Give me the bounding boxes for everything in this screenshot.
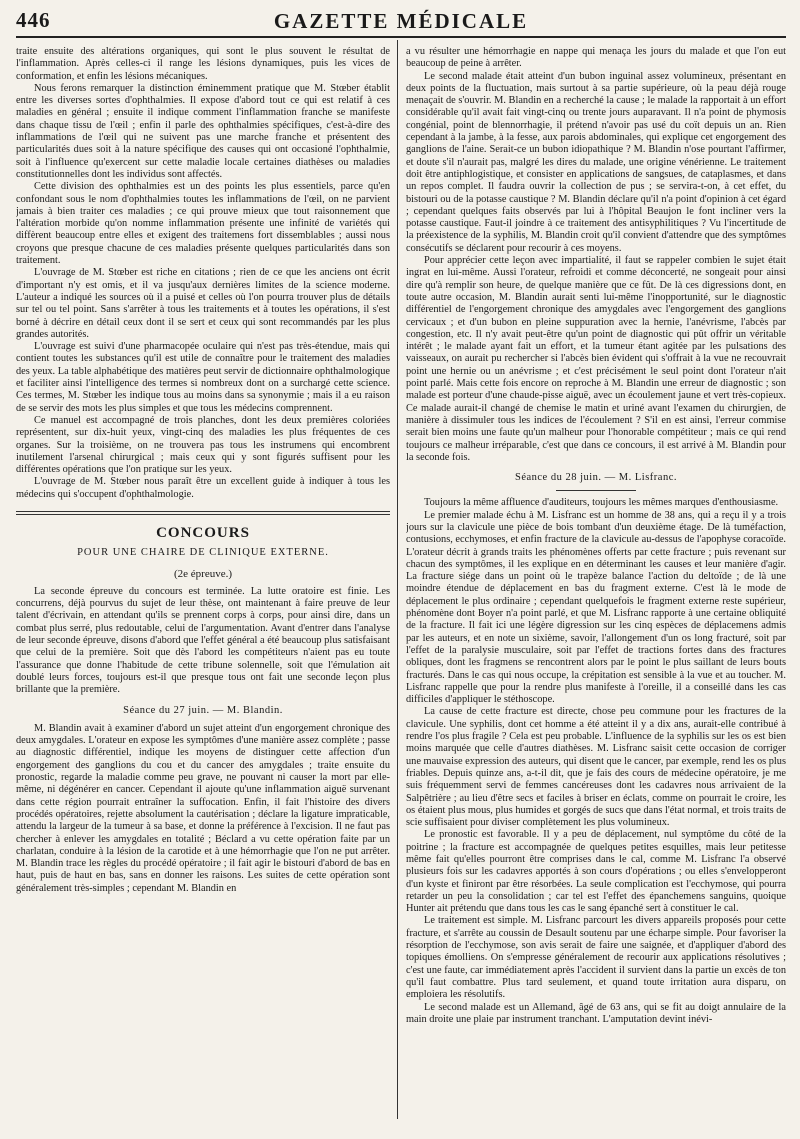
paragraph: Le second malade était atteint d'un bubon inguinal assez volumineux, présentant en deux points de la fluctuation, mais surtout à sa partie supérieure, où la peau déjà rouge menaçait de s'ouvrir. M. Blandin en a recherché la cause ; le malade la rapportait à un effort considérable qu'il avait fait vingt-cinq ou trente jours auparavant. Il n'a point de phymosis congénial, point de blennorrhagie, il prétend n'avoir pas usé du coït depuis un an. Rien cependant à la jambe, à la fesse, aux parois abdominales, qui explique cet engorgement des ganglions de l'aine. Serait-ce un bubon idiopathique ? M. Blandin n'ose pourtant l'affirmer, et doute s'il n'aurait pas, malgré les dires du malade, une origine vénérienne. Le traitement doit être antiphlogistique, et consister en applications de sangsues, de cataplasmes, et dans un repos complet. Il faudra ouvrir la collection de pus ; se servira-t-on, à cet effet, du bistouri ou de la potasse caustique ? M. Blandin déclare qu'il n'a point d'opinion à cet égard ; cependant quelques faits observés par lui à l'hôpital Beaujon le font incliner vers la potasse caustique. Faut-il joindre à ce traitement des antisyphilitiques ? Vu l'incertitude de la préexistence de la syphilis, M. Blandin croit qu'il convient d'attendre que des symptômes consécutifs se déclarent pour recourir à ces moyens. bbox=[406, 70, 786, 254]
paragraph: a vu résulter une hémorrhagie en nappe qui menaça les jours du malade et que l'on eut beaucoup de peine à arrêter. bbox=[406, 46, 786, 70]
paragraph: Cette division des ophthalmies est un des points les plus essentiels, parce qu'en confondant sous le nom d'ophthalmies toutes les inflammations de l'œil, on ne parvient jamais à bien traiter ces maladies ; ce qui prouve mieux que tout raisonnement que l'altération morbide qu'on nomme inflammation présente une infinité de variétés qui diffèrent beaucoup entre elles et exigent des traitemens fort dissemblables ; aussi nous croyons que presque chacune de ces maladies présente quelques particularités dans son traitement. bbox=[16, 181, 390, 267]
column-divider bbox=[397, 40, 398, 1119]
paragraph: L'ouvrage de M. Stœber est riche en citations ; rien de ce que les anciens ont écrit d'important n'y est omis, et il va jusqu'aux dernières limites de la science moderne. L'auteur a indiqué les sources où il a puisé et celles où l'on pourra trouver plus de détails sur tel ou tel point. Sans s'arrêter à tous les traitements et à toutes les opérations, il s'est borné à décrire en détail ceux dont il se sert et ceux qui sont recommandés par les plus grandes autorités. bbox=[16, 267, 390, 340]
paragraph: Le pronostic est favorable. Il y a peu de déplacement, nul symptôme du côté de la poitrine ; la fracture est accompagnée de quelques petites esquilles, mais leur petitesse même fait qu'elles pourront être comprises dans le cal, comme M. Lisfranc l'a observé plusieurs fois sur les cadavres apportés à son cours d'opérations ; ou elles s'envelopperont d'un kyste et finiront par être résorbées. La seule complication est l'ecchymose, qui pourra retarder un peu la consolidation ; car tel est l'effet des épanchemens sanguins, quoique Hunter ait prétendu que dans tous les cas le sang épanché sert à constituer le cal. bbox=[406, 829, 786, 915]
paragraph: Le premier malade échu à M. Lisfranc est un homme de 38 ans, qui a reçu il y a trois jours sur la clavicule une pièce de bois tombant d'un deuxième étage. De là tuméfaction, contusions, ecchymoses, et enfin fracture de la clavicule au-dessus de l'apophyse coracoïde. L'orateur décrit à grands traits les phénomènes offerts par cette fracture ; puis revenant sur chacun des symptômes, il les explique en en déterminant les causes et leur manière d'agir. La fracture siége dans un point où le trapèze balance l'action du deltoïde ; de là une moindre étendue de déplacement en bas du fragment externe. C'est là le mode de déplacement le plus ordinaire ; cependant quelquefois le fragment externe reste supérieur, phénomène dont Boyer n'a point parlé, et que M. Lisfranc rapporte à une certaine obliquité de la fracture. Il fait ici une légère digression sur les cinq espèces de déplacemens admis par les auteurs, et en note un sixième, savoir, l'allongement d'un os long fracturé, soit par l'effet de la paralysie musculaire, soit par l'effet de tractions fortes dans des fractures obliques, dont les fragmens se rencontrent alors par le point le plus saillant de leurs bouts fracturés. Dans le cas qui nous occupe, la crépitation est sensible à la vue et au toucher. M. Lisfranc rappelle que pour la rendre plus manifeste à l'oreille, il a conseillé dans les cas difficiles d'appliquer le stéthoscope. bbox=[406, 509, 786, 706]
journal-title: GAZETTE MÉDICALE bbox=[273, 9, 529, 33]
paragraph: L'ouvrage de M. Stœber nous paraît être un excellent guide à indiquer à tous les médecins qui s'occupent d'ophthalmologie. bbox=[16, 476, 390, 500]
paragraph: L'ouvrage est suivi d'une pharmacopée oculaire qui n'est pas très-étendue, mais qui contient toutes les substances qu'il est utile de connaître pour le traitement des maladies des yeux. La table alphabétique des matières peut servir de dictionnaire ophthalmologique et faciliter ainsi l'intelligence des termes si nombreux dont on a surchargé cette science. Ces termes, M. Stœber les indique tous au moins dans sa synonymie ; mais il a eu raison de se servir des mots les plus simples et que tous les médecins comprennent. bbox=[16, 341, 390, 414]
section-title: CONCOURS bbox=[156, 524, 250, 541]
seance-heading bbox=[16, 705, 390, 717]
right-column bbox=[406, 46, 786, 1117]
seance-rule bbox=[556, 490, 636, 491]
paragraph: La cause de cette fracture est directe, chose peu commune pour les fractures de la clavicule. Une syphilis, dont cet homme a été atteint il y a dix ans, aurait-elle contribué à rendre l'os plus fragile ? Cela est peu probable. L'influence de la syphilis sur les os est bien moins marquée que celle d'autres diathèses. M. Lisfranc saisit cette occasion de corriger une mauvaise expression des auteurs, qui disent que le cancer, par exemple, rend les os plus friables. Depuis quinze ans, a-t-il dit, que je fais des cours de médecine opératoire, je me suis fréquemment servi de femmes cancéreuses dont les cadavres nous arrivaient de la Salpêtrière ; au lieu d'être secs et faciles à briser en éclats, comme on pourrait le croire, les os étaient plus mous, plus humides et gorgés de sucs que dans l'état normal, et trois traits de scie suffisaient pour diviser complètement les plus volumineux. bbox=[406, 706, 786, 829]
seance-heading-text: Séance du 28 juin. — M. Lisfranc. bbox=[514, 472, 677, 484]
section-rule bbox=[16, 511, 390, 515]
paragraph: Nous ferons remarquer la distinction éminemment pratique que M. Stœber établit entre les diverses sortes d'ophthalmies. Il expose d'abord tout ce qui est relatif à ces maladies en général ; ensuite il indique comment l'inflammation franche se manifeste dans chaque tissu de l'œil ; enfin il parle des ophthalmies spécifiques, c'est-à-dire des inflammations de l'œil qui ne suivent pas une marche franche et présentent des particularités dues soit à la nature spécifique des causes qui ont occasioné l'ophthalmie, soit à l'influence qu'exercent sur cette maladie locale certaines diathèses ou maladies constitutionnelles dont les individus sont affectés. bbox=[16, 82, 390, 180]
paragraph: Pour apprécier cette leçon avec impartialité, il faut se rappeler combien le sujet était ingrat en lui-même. Aussi l'orateur, refroidi et comme déconcerté, ne songeait pour ainsi dire qu'à remplir son heure, de quelque manière que ce fût. De là ces digressions dont, en toute autre occasion, M. Blandin aurait senti lui-même l'inopportunité, sur le diagnostic différentiel de l'engorgement chronique des amygdales avec l'engorgement des ganglions cervicaux ; et d'un bubon en pleine suppuration avec la hernie, l'anévrisme, l'abcès par congestion, etc. Il n'y avait peut-être qu'un point de diagnostic qui pût offrir un véritable intérêt ; le malade ayant fait un effort, et la tumeur étant agitée par les pulsations des vaisseaux, on aurait pu rechercher si l'abcès bien évident qui s'offrait à la vue ne recouvrait point une hernie ou un anévrisme ; et c'est précisément le seul point dont l'orateur n'ait point parlé. Mais cette fois encore on reproche à M. Blandin une erreur de diagnostic ; son malade est porteur d'une chaude-pisse aiguë, avec un écoulement jaune et vert très-copieux. Ce malade aurait-il changé de chemise le matin et uriné avant l'examen du chirurgien, de manière à dissimuler tous les indices de l'écoulement ? S'il en est ainsi, l'erreur commise serait bien moins une faute qu'un malheur pour l'honorable compétiteur ; mais ce qui rend toujours ce malheur irréparable, c'est que dans ce concours, il est arrivé à M. Blandin pour la seconde fois. bbox=[406, 255, 786, 463]
epreuve-label: (2e épreuve.) bbox=[173, 567, 233, 580]
seance-heading-text: Séance du 27 juin. — M. Blandin. bbox=[123, 704, 283, 716]
left-column bbox=[16, 46, 390, 1117]
paragraph: Le traitement est simple. M. Lisfranc parcourt les divers appareils proposés pour cette fracture, et s'arrête au coussin de Desault soutenu par une écharpe simple. Pour favoriser la résorption de l'ecchymose, son avis serait de faire une saignée, et d'appliquer d'abord des topiques émolliens. On s'empresse généralement de recourir aux applications résolutives ; c'est une faute, car immédiatement après l'accident il survient dans la partie un excès de ton qu'il faut combattre. Plus tard seulement, et quand toute irritation aura disparu, on emploiera les résolutifs. bbox=[406, 915, 786, 1001]
page-header bbox=[16, 8, 786, 38]
paragraph: M. Blandin avait à examiner d'abord un sujet atteint d'un engorgement chronique des deux amygdales. L'orateur en expose les symptômes d'une manière assez complète ; passe au diagnostic différentiel, indique les moyens de distinguer cette affection d'un engorgement des ganglions du cou et du cancer des amygdales ; traite ensuite du pronostic, regarde la maladie comme peu grave, ne pouvant ni causer la mort par elle-même, ni dégénérer en cancer. Cependant il ajoute qu'une inflammation aiguë survenant dans cette région pourrait entraîner la suffocation. Enfin, il fait l'histoire des divers procédés opératoires, rejette absolument la cautérisation ; déclare la ligature impraticable, attendu la largeur de la tumeur à sa base, et donne la préférence à l'excision. Il ne faut pas chercher à enlever les amygdales en totalité ; Béclard a vu cette opération faite par un charlatan, conduire à la lésion de la carotide et à une hémorrhagie que l'on ne put arrêter. M. Blandin trace les règles du procédé opératoire ; il fait agir le bistouri d'abord de bas en haut, puis de haut en bas, sans en donner les raisons. Les suites de cette opération sont généralement très-simples ; cependant M. Blandin en bbox=[16, 722, 390, 894]
paragraph: Ce manuel est accompagné de trois planches, dont les deux premières coloriées représentent, sur dix-huit yeux, vingt-cinq des maladies les plus fréquentes de ces organes. Sur la troisième, on ne trouvera pas tous les instrumens qui encombrent inutilement l'arsenal chirurgical ; mais ceux qui y sont figurés suffisent pour les différentes opérations que l'on pratique sur les yeux. bbox=[16, 414, 390, 476]
page-number: 446 bbox=[16, 8, 51, 32]
paragraph: traite ensuite des altérations organiques, qui sont le plus souvent le résultat de l'inflammation. Après celles-ci il range les lésions dynamiques, puis les vices de conformation, et enfin les lésions mécaniques. bbox=[16, 46, 390, 82]
section-subtitle: POUR UNE CHAIRE DE CLINIQUE EXTERNE. bbox=[77, 547, 329, 559]
seance-heading bbox=[406, 472, 786, 491]
paragraph: Le second malade est un Allemand, âgé de 63 ans, qui se fit au doigt annulaire de la main droite une plaie par instrument tranchant. L'amputation devint inévi- bbox=[406, 1001, 786, 1025]
paragraph: La seconde épreuve du concours est terminée. La lutte oratoire est finie. Les concurrens, déjà pourvus du sujet de leur thèse, ont maintenant à faire preuve de leur talent d'écrivain, en attendant qu'ils se prennent corps à corps, pour ainsi dire, dans un combat plus serré, plus redoutable, celui de l'argumentation. Avant d'entrer dans l'analyse de leur seconde épreuve, disons d'abord que l'effet général a été beaucoup plus satisfaisant que celui de la première. Soit que dès l'abord les compétiteurs n'aient pas eu toute l'assurance que donne l'habitude de cette tribune solennelle, soit que l'émulation ait doublé leurs forces, toujours est-il que presque tous ont fait une seconde leçon plus brillante que la première. bbox=[16, 585, 390, 696]
paragraph: Toujours la même affluence d'auditeurs, toujours les mêmes marques d'enthousiasme. bbox=[424, 497, 779, 509]
